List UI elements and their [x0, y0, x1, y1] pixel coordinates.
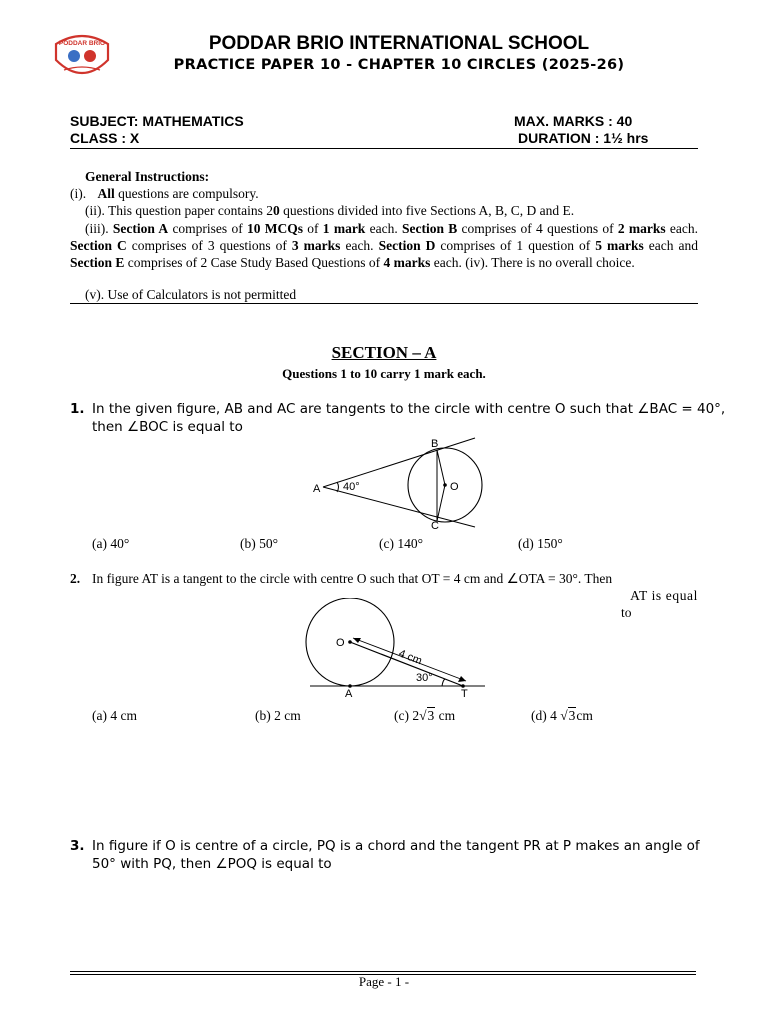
q2-text-line2: AT is equal — [630, 588, 698, 603]
instruction-iii-segment: comprises of 4 questions of — [457, 221, 618, 236]
duration: DURATION : 1½ hrs — [518, 130, 649, 146]
q1-option-c: (c) 140° — [379, 536, 424, 551]
section-title: SECTION – A — [331, 343, 437, 362]
school-name: PODDAR BRIO INTERNATIONAL SCHOOL — [208, 33, 590, 54]
instruction-v: (v). Use of Calculators is not permitted — [85, 287, 297, 302]
footer-rule-top — [70, 971, 696, 972]
q1-fig-label-a: A — [313, 483, 321, 495]
instruction-iii-segment: each. — [665, 221, 699, 236]
instruction-ii-b: 0 — [272, 203, 280, 218]
instruction-iii-segment: of — [303, 221, 323, 236]
instruction-iii-segment: each. — [365, 221, 402, 236]
instructions-divider — [70, 303, 698, 304]
subject-label: SUBJECT: MATHEMATICS — [70, 113, 244, 129]
q2-number: 2. — [70, 571, 81, 586]
section-subtitle: Questions 1 to 10 carry 1 mark each. — [282, 366, 486, 381]
q3-text-line1: In figure if O is centre of a circle, PQ is a chord and the tangent PR at P makes an angle of — [92, 838, 700, 854]
q1-number: 1. — [70, 401, 85, 417]
q3-number: 3. — [70, 838, 85, 854]
q1-fig-label-angle: 40° — [343, 481, 360, 493]
q2-fig-label-angle: 30° — [416, 672, 433, 684]
q1-text-line2: then ∠BOC is equal to — [92, 419, 243, 435]
q2-option-c-radicand: 3 — [427, 708, 435, 723]
instruction-iii-segment: each and — [643, 238, 699, 253]
q1-fig-label-b: B — [431, 438, 439, 450]
instruction-iii-segment: 10 MCQs — [246, 221, 303, 236]
q2-option-b-text: (b) 2 cm — [255, 708, 301, 723]
q2-fig-label-a: A — [345, 688, 353, 698]
q2-option-d-sqrt: √ — [560, 708, 568, 723]
q1-option-b: (b) 50° — [240, 536, 279, 551]
instruction-iii-segment: 3 marks — [291, 238, 341, 253]
q2-option-c-post: cm — [435, 708, 456, 723]
instruction-i — [70, 186, 259, 202]
instruction-iii-segment: 4 marks — [383, 255, 431, 270]
instruction-iii-segment: Section A — [112, 221, 169, 236]
instructions-heading: General Instructions: — [85, 169, 210, 184]
q2-option-d-pre: (d) 4 — [531, 708, 561, 723]
q1-option-d: (d) 150° — [518, 536, 563, 551]
instruction-iii-segment: comprises of 3 questions of — [126, 238, 292, 253]
instruction-iii-segment: comprises of — [168, 221, 247, 236]
q2-option-d-post: cm — [576, 708, 593, 723]
instruction-i-num: (i). — [70, 186, 87, 201]
q2-option-a — [92, 708, 137, 724]
instruction-iii-segment: Section B — [401, 221, 458, 236]
header-divider — [70, 148, 698, 149]
q2-option-d — [531, 708, 593, 724]
q1-figure — [310, 435, 485, 530]
page-number: Page - 1 - — [358, 974, 410, 989]
q1-text-line1: In the given figure, AB and AC are tangents to the circle with centre O such that ∠BAC = 40°, — [92, 401, 726, 417]
logo-text: PODDAR BRIO — [58, 40, 106, 47]
paper-title: PRACTICE PAPER 10 - CHAPTER 10 CIRCLES (2025-26) — [173, 57, 625, 73]
q1-fig-label-c: C — [431, 520, 439, 530]
instruction-iii-segment: Section C — [70, 238, 127, 253]
max-marks: MAX. MARKS : 40 — [514, 113, 633, 129]
q2-option-c-sqrt: √ — [419, 708, 427, 723]
instruction-iii-segment: each. — [340, 238, 379, 253]
instruction-iii-segment: 5 marks — [595, 238, 644, 253]
instruction-iii-segment: comprises of 1 question of — [435, 238, 596, 253]
instruction-iii-segment: each. (iv). There is no overall choice. — [430, 255, 635, 270]
instruction-iii — [70, 220, 698, 271]
q1-option-a: (a) 40° — [92, 536, 130, 551]
instruction-iii-segment: 1 mark — [322, 221, 366, 236]
q2-fig-label-t: T — [461, 688, 468, 698]
q2-fig-label-len: 4 cm — [396, 647, 424, 668]
class-label: CLASS : X — [70, 130, 140, 146]
q2-option-c-pre: (c) 2 — [394, 708, 420, 723]
instruction-iii-segment: comprises of 2 Case Study Based Questions of — [124, 255, 384, 270]
q1-fig-label-o: O — [450, 481, 459, 493]
instruction-ii-a: (ii). This question paper contains 2 — [85, 203, 273, 218]
instruction-iii-segment: (iii). — [85, 221, 113, 236]
instruction-iii-segment: 2 marks — [617, 221, 666, 236]
q2-text-line3: to — [621, 605, 632, 620]
q2-option-a-text: (a) 4 cm — [92, 708, 137, 723]
q2-text-line1: In figure AT is a tangent to the circle with centre O such that OT = 4 cm and ∠OTA = 30°. Then — [92, 571, 613, 586]
instruction-ii — [85, 203, 574, 219]
instruction-iii-segment: Section E — [70, 255, 125, 270]
instruction-iii-segment: Section D — [378, 238, 436, 253]
q2-option-d-radicand: 3 — [568, 708, 576, 723]
instruction-i-rest: questions are compulsory. — [114, 186, 259, 201]
q3-text-line2: 50° with PQ, then ∠POQ is equal to — [92, 856, 332, 872]
instruction-ii-c: questions divided into five Sections A, B, C, D and E. — [279, 203, 575, 218]
instruction-i-bold: All — [97, 186, 115, 201]
q2-fig-label-o: O — [336, 637, 345, 649]
q2-option-c — [394, 708, 455, 724]
q2-figure — [300, 598, 490, 698]
q2-option-b — [255, 708, 301, 724]
